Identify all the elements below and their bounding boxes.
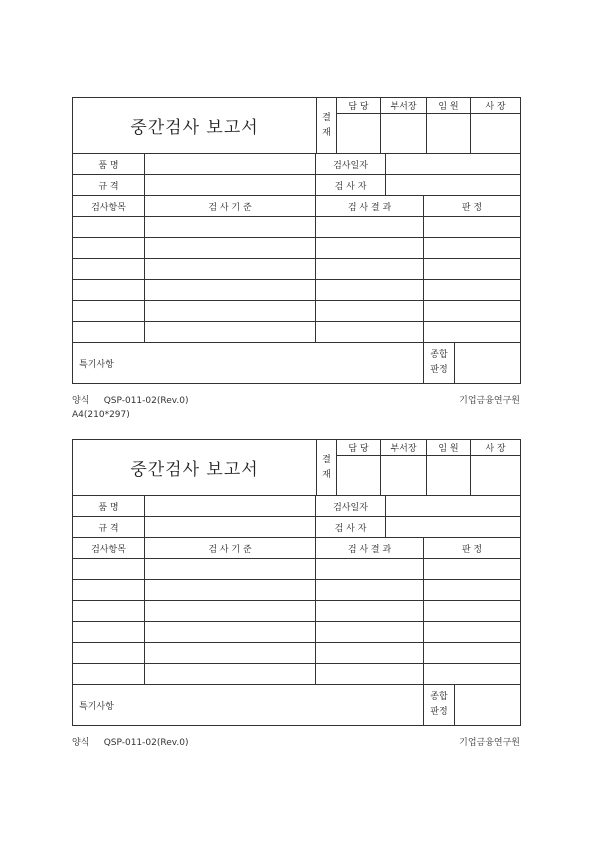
row-criteria-cell[interactable]	[145, 259, 316, 280]
row-result-cell[interactable]	[316, 664, 424, 685]
row-judgment-cell[interactable]	[424, 601, 521, 622]
table-row	[73, 217, 521, 238]
row-criteria-cell[interactable]	[145, 601, 316, 622]
row-criteria-cell[interactable]	[145, 301, 316, 322]
col-header-item: 검사항목	[73, 538, 145, 559]
paper-size-label: A4(210*297)	[72, 410, 130, 420]
table-row	[73, 643, 521, 664]
row-item-cell[interactable]	[73, 301, 145, 322]
overall-judgment-label: 종합 판정	[424, 685, 455, 725]
row-result-cell[interactable]	[316, 217, 424, 238]
row-item-cell[interactable]	[73, 580, 145, 601]
signature-box-president[interactable]	[471, 455, 521, 495]
row-result-cell[interactable]	[316, 643, 424, 664]
spec-field[interactable]	[145, 517, 316, 538]
row-judgment-cell[interactable]	[424, 664, 521, 685]
table-row	[73, 664, 521, 685]
footer-form-code-2: 양식 QSP-011-02(Rev.0)	[72, 738, 189, 748]
row-result-cell[interactable]	[316, 280, 424, 301]
spec-field[interactable]	[145, 175, 316, 196]
approver-header-manager: 부서장	[381, 440, 427, 456]
signature-box-manager[interactable]	[381, 113, 427, 153]
row-criteria-cell[interactable]	[145, 622, 316, 643]
overall-judgment-cell	[424, 343, 521, 384]
row-item-cell[interactable]	[73, 643, 145, 664]
report-title-cell	[73, 98, 317, 154]
report-header-table	[72, 439, 521, 496]
row-result-cell[interactable]	[316, 259, 424, 280]
overall-judgment-field[interactable]	[455, 343, 521, 383]
signature-box-executive[interactable]	[427, 455, 471, 495]
approval-label-cell	[317, 98, 337, 154]
inspection-report-form-2	[72, 439, 520, 726]
col-header-judgment: 판 정	[424, 196, 521, 217]
table-row	[73, 622, 521, 643]
overall-judgment-cell	[424, 685, 521, 726]
approver-header-manager: 부서장	[381, 98, 427, 114]
remarks-cell[interactable]	[73, 343, 424, 384]
signature-box-manager[interactable]	[381, 455, 427, 495]
approver-header-executive: 임 원	[427, 440, 471, 456]
item-name-field[interactable]	[145, 154, 316, 175]
row-criteria-cell[interactable]	[145, 322, 316, 343]
footer-form-code-1: 양식 QSP-011-02(Rev.0)	[72, 396, 189, 406]
remarks-label: 특기사항	[79, 359, 114, 370]
row-item-cell[interactable]	[73, 238, 145, 259]
spec-label: 규 격	[73, 175, 145, 196]
row-judgment-cell[interactable]	[424, 622, 521, 643]
row-criteria-cell[interactable]	[145, 280, 316, 301]
report-body-table	[72, 153, 521, 384]
report-header-table	[72, 97, 521, 154]
overall-judgment-field[interactable]	[455, 685, 521, 725]
approval-label-1: 결	[322, 112, 331, 123]
approver-header-executive: 임 원	[427, 98, 471, 114]
footer-org-1: 기업금융연구원	[459, 396, 520, 406]
row-criteria-cell[interactable]	[145, 664, 316, 685]
row-result-cell[interactable]	[316, 559, 424, 580]
row-item-cell[interactable]	[73, 622, 145, 643]
report-title-cell	[73, 440, 317, 496]
table-row	[73, 601, 521, 622]
row-criteria-cell[interactable]	[145, 559, 316, 580]
row-judgment-cell[interactable]	[424, 643, 521, 664]
row-item-cell[interactable]	[73, 559, 145, 580]
col-header-item: 검사항목	[73, 196, 145, 217]
overall-judgment-label: 종합 판정	[424, 343, 455, 383]
row-judgment-cell[interactable]	[424, 238, 521, 259]
table-row	[73, 322, 521, 343]
row-criteria-cell[interactable]	[145, 217, 316, 238]
approval-label-2: 재	[322, 469, 331, 480]
row-criteria-cell[interactable]	[145, 643, 316, 664]
row-result-cell[interactable]	[316, 601, 424, 622]
row-result-cell[interactable]	[316, 238, 424, 259]
col-header-result: 검 사 결 과	[316, 538, 424, 559]
row-judgment-cell[interactable]	[424, 580, 521, 601]
inspect-date-label: 검사일자	[316, 154, 386, 175]
table-row	[73, 580, 521, 601]
approval-label-1: 결	[322, 454, 331, 465]
row-result-cell[interactable]	[316, 580, 424, 601]
col-header-criteria: 검 사 기 준	[145, 538, 316, 559]
inspector-label: 검 사 자	[316, 175, 386, 196]
row-item-cell[interactable]	[73, 601, 145, 622]
inspector-field[interactable]	[386, 175, 521, 196]
item-name-label: 품 명	[73, 496, 145, 517]
approval-label-2: 재	[322, 127, 331, 138]
row-result-cell[interactable]	[316, 622, 424, 643]
row-item-cell[interactable]	[73, 322, 145, 343]
row-judgment-cell[interactable]	[424, 280, 521, 301]
footer-org-2: 기업금융연구원	[459, 738, 520, 748]
approval-label-cell	[317, 440, 337, 496]
signature-box-staff[interactable]	[337, 113, 381, 153]
row-item-cell[interactable]	[73, 280, 145, 301]
item-name-field[interactable]	[145, 496, 316, 517]
row-judgment-cell[interactable]	[424, 322, 521, 343]
row-result-cell[interactable]	[316, 301, 424, 322]
inspect-date-field[interactable]	[386, 154, 521, 175]
inspection-report-form-1	[72, 97, 520, 384]
inspect-date-label: 검사일자	[316, 496, 386, 517]
approver-header-staff: 담 당	[337, 440, 381, 456]
approver-header-staff: 담 당	[337, 98, 381, 114]
report-title: 중간검사 보고서	[130, 460, 259, 480]
signature-box-executive[interactable]	[427, 113, 471, 153]
inspect-date-field[interactable]	[386, 496, 521, 517]
col-header-result: 검 사 결 과	[316, 196, 424, 217]
row-item-cell[interactable]	[73, 664, 145, 685]
approver-header-president: 사 장	[471, 440, 521, 456]
col-header-judgment: 판 정	[424, 538, 521, 559]
row-result-cell[interactable]	[316, 322, 424, 343]
remarks-cell[interactable]	[73, 685, 424, 726]
row-item-cell[interactable]	[73, 259, 145, 280]
report-title: 중간검사 보고서	[130, 118, 259, 138]
table-row	[73, 280, 521, 301]
inspector-label: 검 사 자	[316, 517, 386, 538]
table-row	[73, 301, 521, 322]
row-item-cell[interactable]	[73, 217, 145, 238]
report-body-table	[72, 495, 521, 726]
table-row	[73, 559, 521, 580]
table-row	[73, 238, 521, 259]
signature-box-staff[interactable]	[337, 455, 381, 495]
row-criteria-cell[interactable]	[145, 238, 316, 259]
approver-header-president: 사 장	[471, 98, 521, 114]
col-header-criteria: 검 사 기 준	[145, 196, 316, 217]
row-criteria-cell[interactable]	[145, 580, 316, 601]
remarks-label: 특기사항	[79, 701, 114, 712]
spec-label: 규 격	[73, 517, 145, 538]
inspector-field[interactable]	[386, 517, 521, 538]
row-judgment-cell[interactable]	[424, 559, 521, 580]
row-judgment-cell[interactable]	[424, 217, 521, 238]
item-name-label: 품 명	[73, 154, 145, 175]
table-row	[73, 259, 521, 280]
signature-box-president[interactable]	[471, 113, 521, 153]
row-judgment-cell[interactable]	[424, 259, 521, 280]
row-judgment-cell[interactable]	[424, 301, 521, 322]
